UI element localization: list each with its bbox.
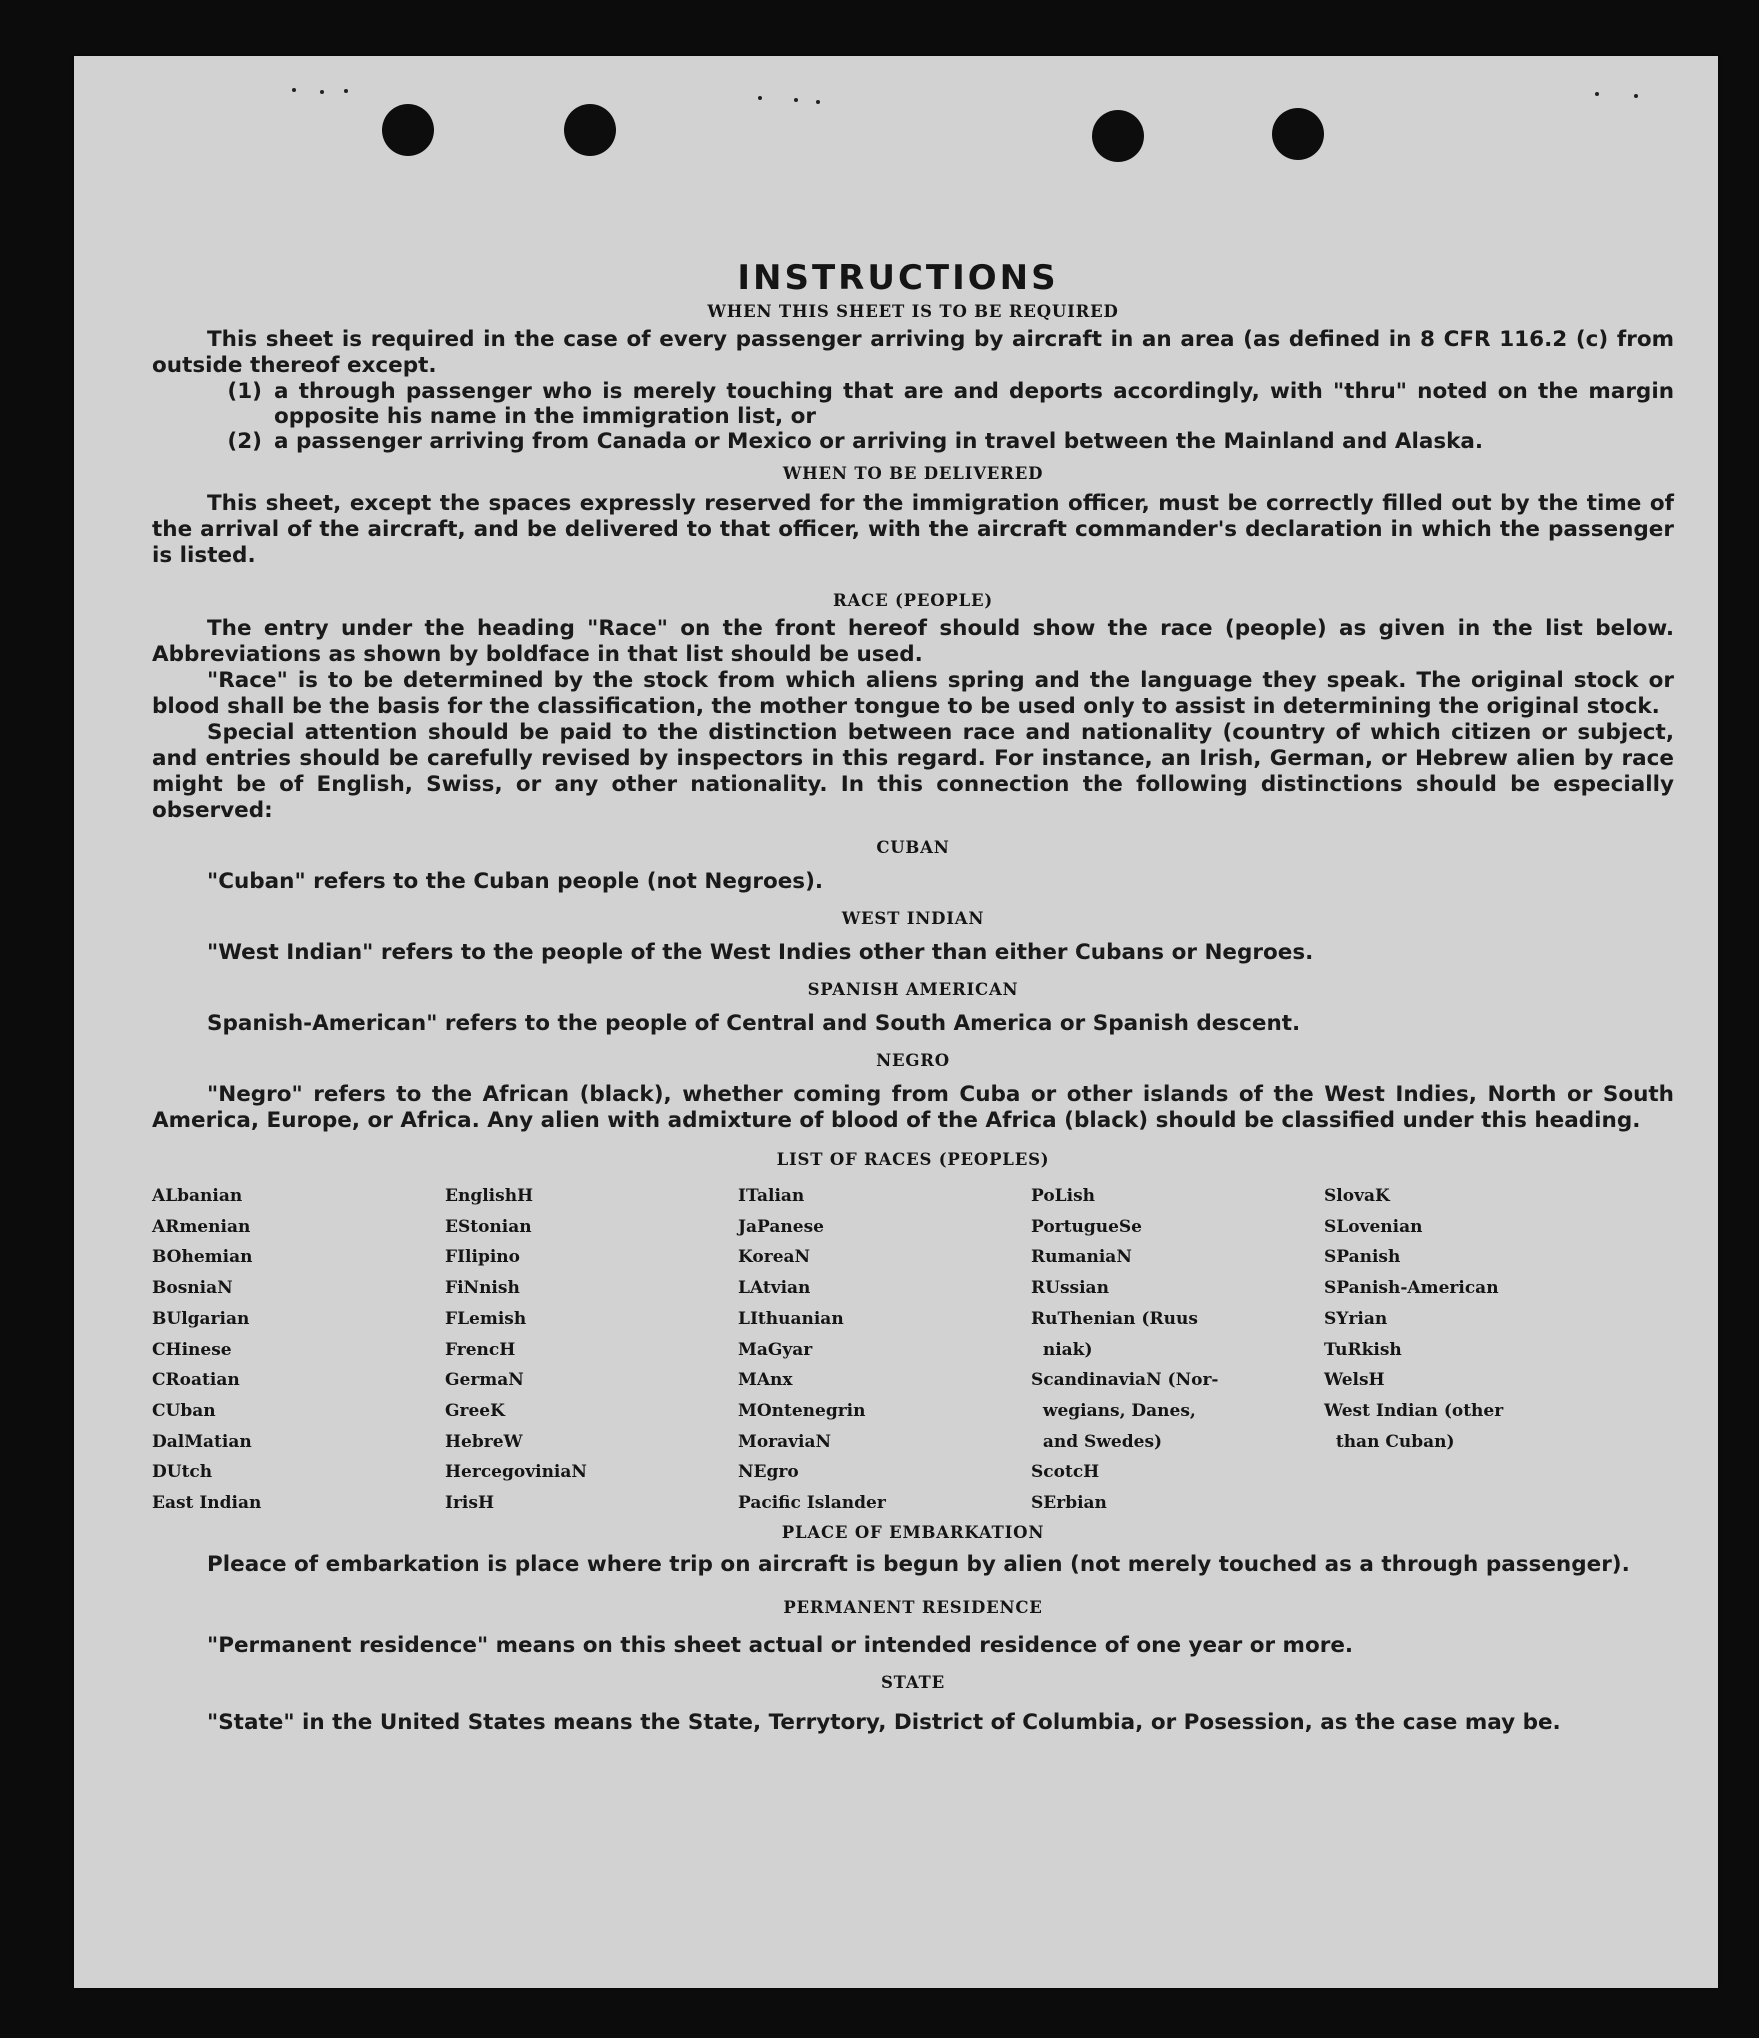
- speck: [1634, 94, 1638, 98]
- race-item: PoLish: [1031, 1186, 1096, 1206]
- section-heading: CUBAN: [876, 838, 950, 857]
- race-item: DUtch: [152, 1462, 213, 1483]
- paragraph: The entry under the heading "Race" on the front hereof should show the race (people) as given in the list below. Abbreviations as shown by boldface in that list should be used.: [152, 616, 1674, 667]
- paragraph: Special attention should be paid to the distinction between race and nationality (country of which citizen or subject, and entries should be carefully revised by inspectors in this regard. For instance, an Irish, German, or Hebrew alien by race might be of English, Swiss, or any other nationality. In this connection the following distinctions should be especially observed:: [152, 720, 1674, 823]
- speck: [816, 100, 820, 104]
- race-item: CHinese: [152, 1339, 232, 1360]
- race-item: HebreW: [445, 1431, 523, 1452]
- race-item: LIthuanian: [738, 1308, 844, 1329]
- section-heading: NEGRO: [876, 1051, 950, 1070]
- speck: [794, 98, 798, 102]
- race-item: EnglishH: [445, 1186, 534, 1206]
- race-item: BOhemian: [152, 1247, 253, 1268]
- speck: [320, 90, 324, 94]
- paragraph: "Permanent residence" means on this sheet actual or intended residence of one year or more.: [207, 1632, 1354, 1658]
- page-title: INSTRUCTIONS: [737, 258, 1059, 298]
- race-item: EStonian: [445, 1216, 532, 1237]
- race-item: SPanish-American: [1324, 1278, 1499, 1299]
- races-list: [152, 1181, 1674, 1519]
- item-number: (2): [227, 429, 262, 454]
- race-item: LAtvian: [738, 1278, 811, 1299]
- race-item: MoraviaN: [738, 1431, 832, 1452]
- race-item: PortugueSe: [1031, 1216, 1142, 1237]
- race-item: TuRkish: [1324, 1339, 1402, 1360]
- race-item: CRoatian: [152, 1370, 240, 1391]
- instructions-body: [152, 200, 1674, 1736]
- race-item: MAnx: [738, 1370, 793, 1391]
- paragraph: "Race" is to be determined by the stock from which aliens spring and the language they speak. The original stock or blood shall be the basis for the classification, the mother tongue to be used only to assist in determining the original stock.: [152, 668, 1674, 719]
- race-item: niak): [1031, 1339, 1093, 1360]
- race-item: RumaniaN: [1031, 1247, 1132, 1268]
- races-column: [1324, 1181, 1617, 1519]
- race-item: than Cuban): [1324, 1431, 1455, 1452]
- race-item: MaGyar: [738, 1339, 813, 1360]
- races-column: [445, 1181, 738, 1519]
- race-item: FrencH: [445, 1339, 516, 1360]
- race-item: WelsH: [1324, 1370, 1385, 1391]
- race-item: ALbanian: [152, 1186, 243, 1206]
- section-heading: STATE: [880, 1672, 946, 1692]
- paragraph: Spanish-American" refers to the people of Central and South America or Spanish descent.: [207, 1011, 1301, 1036]
- races-column: [738, 1181, 1031, 1519]
- race-item: JaPanese: [738, 1216, 824, 1237]
- section-heading: WHEN THIS SHEET IS TO BE REQUIRED: [707, 302, 1119, 321]
- race-item: BosniaN: [152, 1278, 233, 1299]
- races-column: [1031, 1181, 1324, 1519]
- race-item: DalMatian: [152, 1431, 252, 1452]
- paragraph: This sheet is required in the case of every passenger arriving by aircraft in an area (as defined in 8 CFR 116.2 (c) from outside thereof except.: [152, 327, 1674, 378]
- speck: [758, 96, 762, 100]
- race-item: MOntenegrin: [738, 1400, 866, 1421]
- document-page: [74, 56, 1718, 1988]
- race-item: West Indian (other: [1324, 1400, 1504, 1421]
- race-item: SlovaK: [1324, 1186, 1390, 1206]
- race-item: NEgro: [738, 1462, 799, 1483]
- punch-hole: [1272, 108, 1324, 160]
- race-item: CUban: [152, 1400, 216, 1421]
- race-item: HercegoviniaN: [445, 1462, 587, 1483]
- section-heading: WEST INDIAN: [841, 909, 985, 928]
- speck: [344, 89, 348, 93]
- race-item: ScotcH: [1031, 1462, 1100, 1483]
- list-item: [152, 429, 1674, 454]
- item-number: (1): [227, 379, 262, 404]
- race-item: KoreaN: [738, 1247, 811, 1268]
- paragraph: Pleace of embarkation is place where trip on aircraft is begun by alien (not merely touched as a through passenger).: [207, 1551, 1630, 1577]
- section-heading: WHEN TO BE DELIVERED: [782, 464, 1044, 483]
- race-item: East Indian: [152, 1493, 262, 1514]
- race-item: SYrian: [1324, 1308, 1388, 1329]
- punch-hole: [1092, 110, 1144, 162]
- race-item: FLemish: [445, 1308, 527, 1329]
- race-item: IrisH: [445, 1493, 494, 1514]
- paragraph: "State" in the United States means the State, Terrytory, District of Columbia, or Posession, as the case may be.: [207, 1709, 1561, 1735]
- race-item: FiNnish: [445, 1278, 520, 1299]
- race-item: SLovenian: [1324, 1216, 1423, 1237]
- race-item: FIlipino: [445, 1247, 520, 1268]
- race-item: ITalian: [738, 1186, 805, 1206]
- race-item: SPanish: [1324, 1247, 1401, 1268]
- item-text: a through passenger who is merely touching that are and deports accordingly, with "thru" noted on the margin opposite his name in the immigration list, or: [274, 379, 1674, 429]
- speck: [1595, 92, 1599, 96]
- paragraph: "West Indian" refers to the people of the West Indies other than either Cubans or Negroes.: [207, 940, 1314, 965]
- race-item: ScandinaviaN (Nor-: [1031, 1370, 1219, 1391]
- punch-hole: [382, 104, 434, 156]
- section-heading: PLACE OF EMBARKATION: [781, 1522, 1045, 1542]
- race-item: ARmenian: [152, 1216, 251, 1237]
- section-heading: LIST OF RACES (PEOPLES): [776, 1150, 1050, 1169]
- section-heading: PERMANENT RESIDENCE: [783, 1597, 1043, 1617]
- race-item: wegians, Danes,: [1031, 1400, 1196, 1421]
- race-item: BUlgarian: [152, 1308, 250, 1329]
- race-item: SErbian: [1031, 1493, 1107, 1514]
- list-item: [152, 379, 1674, 429]
- speck: [292, 88, 296, 92]
- section-heading: RACE (PEOPLE): [833, 591, 993, 610]
- race-item: RuThenian (Ruus: [1031, 1308, 1198, 1329]
- paragraph: This sheet, except the spaces expressly reserved for the immigration officer, must be correctly filled out by the time of the arrival of the aircraft, and be delivered to that officer, with the aircraft commander's declaration in which the passenger is listed.: [152, 491, 1674, 568]
- section-heading: SPANISH AMERICAN: [807, 980, 1019, 999]
- punch-hole: [564, 104, 616, 156]
- item-text: a passenger arriving from Canada or Mexico or arriving in travel between the Mainland and Alaska.: [274, 429, 1484, 454]
- race-item: and Swedes): [1031, 1431, 1163, 1452]
- paragraph: "Negro" refers to the African (black), whether coming from Cuba or other islands of the West Indies, North or South America, Europe, or Africa. Any alien with admixture of blood of the Africa (black) should be classified under this heading.: [152, 1082, 1674, 1133]
- race-item: RUssian: [1031, 1278, 1109, 1299]
- race-item: GreeK: [445, 1400, 505, 1421]
- race-item: Pacific Islander: [738, 1493, 886, 1514]
- races-column: [152, 1181, 445, 1519]
- race-item: GermaN: [445, 1370, 524, 1391]
- paragraph: "Cuban" refers to the Cuban people (not Negroes).: [207, 869, 824, 894]
